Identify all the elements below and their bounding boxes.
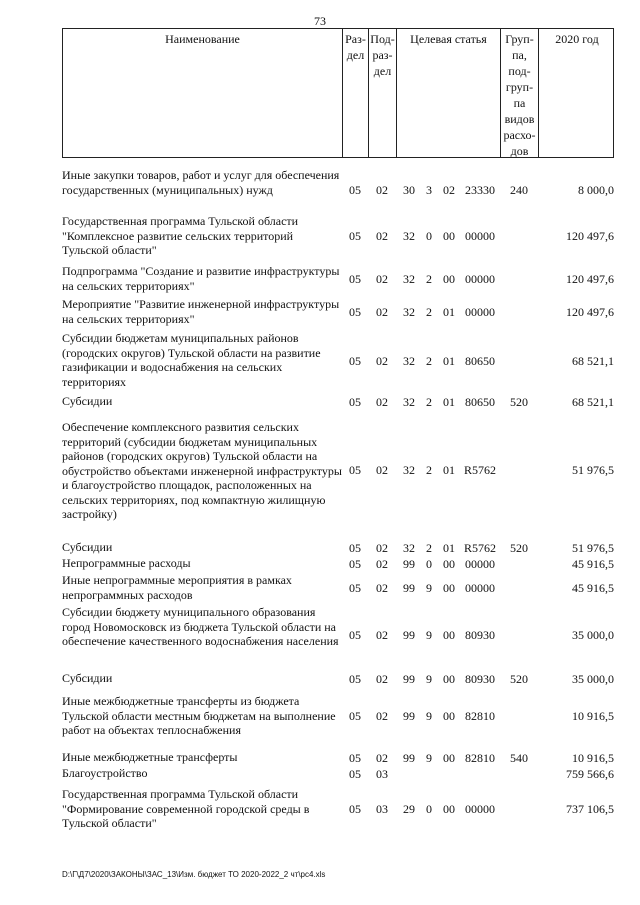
header-podrazdel: Под- раз- дел [369,29,397,157]
row-c4: R5762 [463,540,496,555]
row-amount: 35 000,0 [572,627,614,642]
row-pr: 02 [376,627,388,642]
row-amount: 759 566,6 [566,766,614,781]
row-c4: 00000 [465,304,495,319]
row-pr: 03 [376,801,388,816]
row-c4: 82810 [465,750,495,765]
row-rz: 05 [349,766,361,781]
row-pr: 02 [376,271,388,286]
row-amount: 68 521,1 [572,394,614,409]
row-rz: 05 [349,462,361,477]
row-c3: 00 [443,750,455,765]
row-c3: 01 [443,353,455,368]
header-expense-group: Груп- па, под- груп- па видов расхо- дов [501,29,539,157]
row-vr: 520 [510,394,528,409]
row-name: Благоустройство [62,766,148,780]
row-rz: 05 [349,394,361,409]
row-amount: 120 497,6 [566,271,614,286]
row-c4: 80650 [465,394,495,409]
row-c2: 9 [426,580,432,595]
table-row [62,214,614,258]
row-name: Обеспечение комплексного развития сельских территорий (субсидии бюджетам муниципальных районов (городских округов) Тульской области на обустройство объектами инженерной инфраструктуры и благоустройство площадок, расположенных на сельских территориях, под компактную жилищную застройку) [62,420,342,521]
row-c4: 80930 [465,627,495,642]
row-rz: 05 [349,627,361,642]
row-c2: 9 [426,671,432,686]
row-c3: 01 [443,540,455,555]
row-c2: 0 [426,556,432,571]
row-rz: 05 [349,580,361,595]
row-name: Иные непрограммные мероприятия в рамках непрограммных расходов [62,573,292,602]
table-row [62,168,614,212]
row-c4: 00000 [465,801,495,816]
header-razdel: Раз- дел [343,29,369,157]
row-c1: 32 [403,394,415,409]
row-c4: 82810 [465,708,495,723]
row-name: Субсидии бюджетам муниципальных районов (городских округов) Тульской области на развитие газификации и водоснабжения на сельских территориях [62,331,321,389]
row-name: Мероприятие "Развитие инженерной инфраструктуры на сельских территориях" [62,297,340,326]
row-c2: 2 [426,394,432,409]
row-vr: 520 [510,671,528,686]
row-c1: 32 [403,271,415,286]
row-c4: 23330 [465,182,495,197]
row-name: Иные межбюджетные трансферты [62,750,238,764]
row-c2: 9 [426,627,432,642]
table-row [62,766,614,782]
row-amount: 51 976,5 [572,540,614,555]
table-row [62,331,614,391]
row-amount: 10 916,5 [572,708,614,723]
table-row [62,394,614,410]
table-row [62,297,614,327]
row-pr: 02 [376,394,388,409]
row-name: Субсидии бюджету муниципального образования город Новомосковск из бюджета Тульской области на обеспечение качественного водоснабжения населения [62,605,339,648]
row-c4: 00000 [465,228,495,243]
row-rz: 05 [349,750,361,765]
row-c1: 32 [403,353,415,368]
row-c2: 0 [426,228,432,243]
row-rz: 05 [349,271,361,286]
row-pr: 02 [376,708,388,723]
row-c2: 9 [426,750,432,765]
row-c1: 99 [403,556,415,571]
row-c2: 2 [426,304,432,319]
row-rz: 05 [349,353,361,368]
row-c2: 2 [426,462,432,477]
row-pr: 02 [376,750,388,765]
row-rz: 05 [349,304,361,319]
row-name: Субсидии [62,671,113,685]
table-row [62,671,614,687]
row-c4: R5762 [463,462,496,477]
file-path-footer: D:\Г\Д7\2020\ЗАКОНЫ\ЗАС_13\Изм. бюджет ТО 2020-2022_2 чт\рс4.xls [62,870,326,879]
row-pr: 02 [376,580,388,595]
row-c1: 99 [403,708,415,723]
row-c4: 00000 [465,271,495,286]
row-pr: 02 [376,182,388,197]
row-rz: 05 [349,801,361,816]
row-name: Субсидии [62,540,113,554]
row-vr: 520 [510,540,528,555]
row-c1: 32 [403,228,415,243]
row-c3: 00 [443,271,455,286]
row-pr: 02 [376,556,388,571]
row-amount: 51 976,5 [572,462,614,477]
table-row [62,420,614,520]
row-c1: 32 [403,462,415,477]
header-target-article: Целевая статья [397,29,501,157]
row-amount: 35 000,0 [572,671,614,686]
row-c3: 00 [443,801,455,816]
row-vr: 540 [510,750,528,765]
row-c2: 3 [426,182,432,197]
row-c3: 02 [443,182,455,197]
row-rz: 05 [349,556,361,571]
row-c4: 00000 [465,580,495,595]
row-c3: 00 [443,556,455,571]
row-pr: 02 [376,540,388,555]
table-row [62,556,614,572]
row-c4: 80930 [465,671,495,686]
row-amount: 45 916,5 [572,556,614,571]
row-name: Государственная программа Тульской области "Комплексное развитие сельских территорий Тульской области" [62,214,299,257]
row-c1: 99 [403,671,415,686]
table-row [62,264,614,294]
row-c1: 99 [403,580,415,595]
row-name: Государственная программа Тульской области "Формирование современной городской среды в Тульской области" [62,787,310,830]
page-number: 73 [314,14,326,28]
row-c3: 01 [443,462,455,477]
row-name: Подпрограмма "Создание и развитие инфраструктуры на сельских территориях" [62,264,340,293]
header-name: Наименование [63,29,343,157]
row-rz: 05 [349,228,361,243]
row-c2: 0 [426,801,432,816]
row-name: Субсидии [62,394,113,408]
row-c3: 00 [443,671,455,686]
row-c3: 01 [443,304,455,319]
table-row [62,750,614,766]
row-amount: 120 497,6 [566,304,614,319]
row-c3: 00 [443,228,455,243]
row-c3: 00 [443,627,455,642]
row-amount: 737 106,5 [566,801,614,816]
row-pr: 02 [376,671,388,686]
row-c1: 32 [403,540,415,555]
row-amount: 120 497,6 [566,228,614,243]
row-c1: 32 [403,304,415,319]
row-c3: 00 [443,580,455,595]
row-c4: 80650 [465,353,495,368]
row-amount: 45 916,5 [572,580,614,595]
row-amount: 10 916,5 [572,750,614,765]
row-c2: 9 [426,708,432,723]
row-c4: 00000 [465,556,495,571]
row-name: Иные межбюджетные трансферты из бюджета Тульской области местным бюджетам на выполнение работ на объектах теплоснабжения [62,694,336,737]
table-row [62,605,614,665]
row-rz: 05 [349,671,361,686]
row-pr: 02 [376,353,388,368]
row-c1: 99 [403,627,415,642]
table-row [62,694,614,738]
row-amount: 68 521,1 [572,353,614,368]
row-c1: 30 [403,182,415,197]
row-c3: 00 [443,708,455,723]
row-pr: 02 [376,304,388,319]
row-rz: 05 [349,708,361,723]
row-c2: 2 [426,353,432,368]
header-year: 2020 год [555,32,599,46]
row-rz: 05 [349,182,361,197]
table-row [62,573,614,603]
row-c1: 99 [403,750,415,765]
row-name: Непрограммные расходы [62,556,191,570]
table-row [62,540,614,556]
row-amount: 8 000,0 [578,182,614,197]
row-name: Иные закупки товаров, работ и услуг для обеспечения государственных (муниципальных) нужд [62,168,340,197]
row-pr: 02 [376,228,388,243]
row-c2: 2 [426,271,432,286]
row-pr: 02 [376,462,388,477]
table-header [62,28,614,158]
table-row [62,787,614,831]
row-vr: 240 [510,182,528,197]
row-c1: 29 [403,801,415,816]
row-c2: 2 [426,540,432,555]
row-rz: 05 [349,540,361,555]
row-c3: 01 [443,394,455,409]
row-pr: 03 [376,766,388,781]
